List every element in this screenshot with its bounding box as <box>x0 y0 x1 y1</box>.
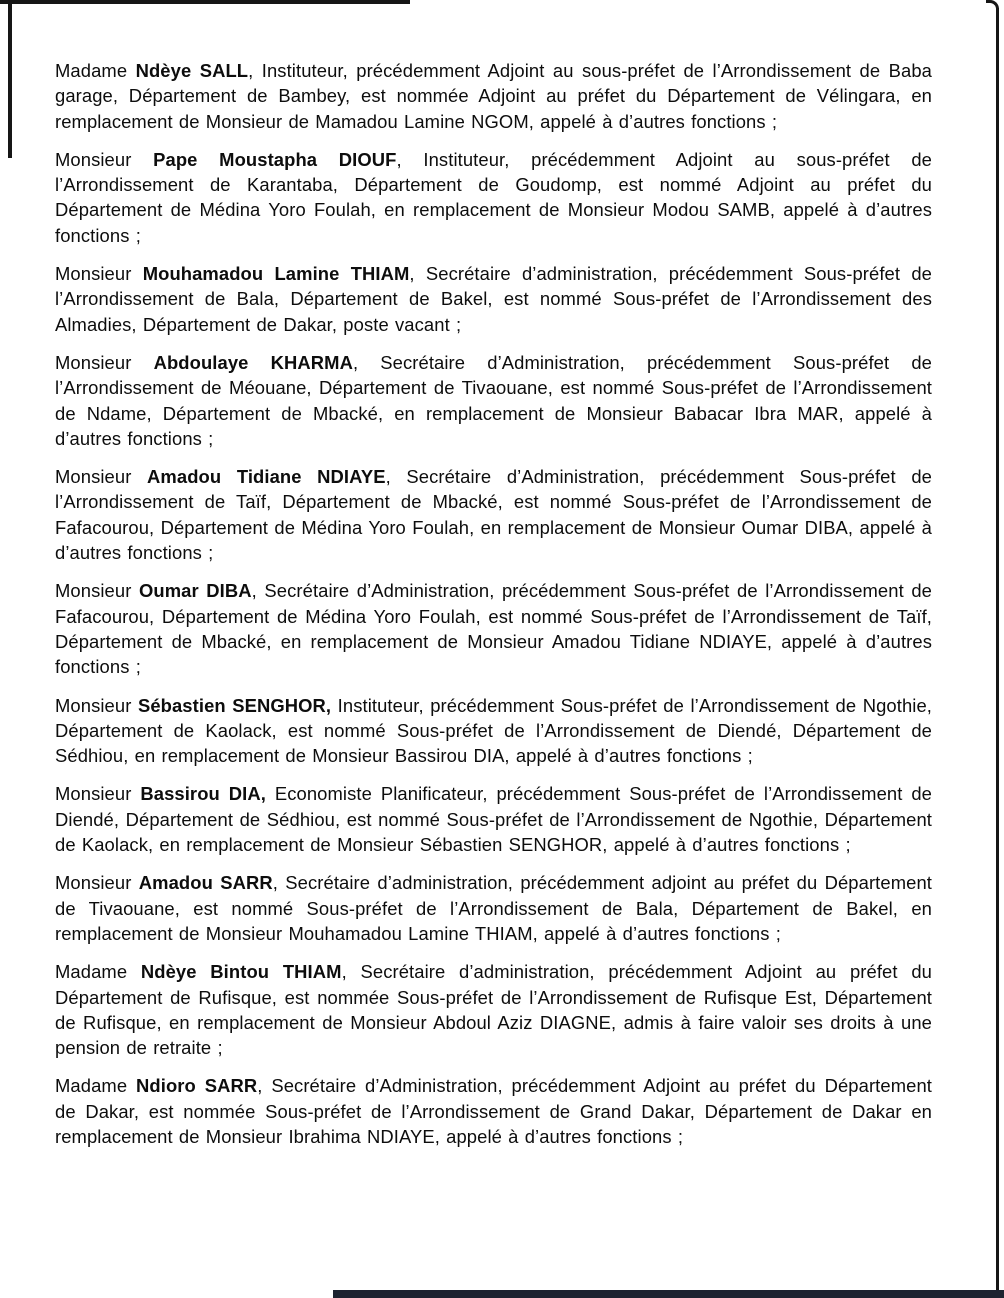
appointment-details: Instituteur, précédemment Sous-préfet de l’Arrondissement de Ngothie, Département de Kaolack, est nommé Sous-préfet de l’Arrondissement de Diendé, Département de Sédhiou, en remplacement de Monsieur Bassirou DIA, appelé à d’autres fonctions ; <box>55 694 933 767</box>
appointment-paragraph-1 <box>55 58 932 134</box>
appointee-name: Pape Moustapha DIOUF <box>153 148 397 170</box>
appointment-details: , Instituteur, précédemment Adjoint au sous-préfet de l’Arrondissement de Baba garage, Département de Bambey, est nommée Adjoint au préfet du Département de Vélingara, en remplacement de Monsieur de Mamadou Lamine NGOM, appelé à d’autres fonctions ; <box>55 60 932 132</box>
appointee-name: Amadou SARR <box>138 872 273 894</box>
honorific: Monsieur <box>55 783 141 805</box>
scan-edge-right-line <box>996 8 999 1290</box>
appointment-paragraph-9 <box>55 870 932 946</box>
appointee-name: Mouhamadou Lamine THIAM <box>142 263 410 285</box>
appointment-details: , Secrétaire d’administration, précédemment Adjoint au préfet du Département de Rufisque, est nommée Sous-préfet de l’Arrondissement de Rufisque Est, Département de Rufisque, en remplacement de Monsieur Abdoul Aziz DIAGNE, admis à faire valoir ses droits à une pension de retraite ; <box>55 961 932 1059</box>
appointment-details: Economiste Planificateur, précédemment Sous-préfet de l’Arrondissement de Diendé, Département de Sédhiou, est nommé Sous-préfet de l’Arrondissement de Ngothie, Département de Kaolack, en remplacement de Monsieur Sébastien SENGHOR, appelé à d’autres fonctions ; <box>55 783 933 856</box>
appointment-details: , Secrétaire d’Administration, précédemment Adjoint au préfet du Département de Dakar, est nommée Sous-préfet de l’Arrondissement de Grand Dakar, Département de Dakar en remplacement de Monsieur Ibrahima NDIAYE, appelé à d’autres fonctions ; <box>55 1075 932 1147</box>
honorific: Monsieur <box>55 148 154 170</box>
honorific: Monsieur <box>55 263 143 285</box>
decree-text-block <box>55 58 932 1162</box>
appointee-name: Ndioro SARR <box>136 1075 258 1097</box>
appointment-details: , Secrétaire d’Administration, précédemment Sous-préfet de l’Arrondissement de Taïf, Département de Mbacké, est nommé Sous-préfet de l’Arrondissement de Fafacourou, Département de Médina Yoro Foulah, en remplacement de Monsieur Oumar DIBA, appelé à d’autres fonctions ; <box>55 466 932 564</box>
appointment-paragraph-6 <box>55 578 932 679</box>
appointment-paragraph-3 <box>55 261 932 337</box>
scan-edge-bottom-bar <box>333 1290 1004 1298</box>
honorific: Monsieur <box>55 872 139 894</box>
appointment-paragraph-5 <box>55 464 932 565</box>
honorific: Madame <box>55 1075 137 1097</box>
appointment-paragraph-7 <box>55 693 932 769</box>
honorific: Madame <box>55 60 136 81</box>
appointment-details: , Instituteur, précédemment Adjoint au sous-préfet de l’Arrondissement de Karantaba, Département de Goudomp, est nommé Adjoint au préfet du Département de Médina Yoro Foulah, en remplacement de Monsieur Modou SAMB, appelé à d’autres fonctions ; <box>55 148 933 246</box>
honorific: Madame <box>55 961 141 983</box>
appointee-name: Sébastien SENGHOR, <box>137 694 332 716</box>
scan-edge-top-line <box>0 0 410 4</box>
appointment-details: , Secrétaire d’Administration, précédemment Sous-préfet de l’Arrondissement de Méouane, Département de Tivaouane, est nommé Sous-préfet de l’Arrondissement de Ndame, Département de Mbacké, en remplacement de Monsieur Babacar Ibra MAR, appelé à d’autres fonctions ; <box>55 351 932 449</box>
appointment-paragraph-10 <box>55 959 932 1060</box>
honorific: Monsieur <box>55 466 148 488</box>
appointee-name: Bassirou DIA, <box>140 783 266 805</box>
appointment-paragraph-4 <box>55 350 932 451</box>
appointment-details: , Secrétaire d’administration, précédemment Sous-préfet de l’Arrondissement de Bala, Département de Bakel, est nommé Sous-préfet de l’Arrondissement des Almadies, Département de Dakar, poste vacant ; <box>55 263 932 335</box>
appointment-paragraph-11 <box>55 1073 932 1149</box>
appointee-name: Ndèye SALL <box>135 60 249 81</box>
appointment-paragraph-2 <box>55 147 932 248</box>
appointment-details: , Secrétaire d’Administration, précédemment Sous-préfet de l’Arrondissement de Fafacourou, Département de Médina Yoro Foulah, est nommé Sous-préfet de l’Arrondissement de Taïf, Département de Mbacké, en remplacement de Monsieur Amadou Tidiane NDIAYE, appelé à d’autres fonctions ; <box>55 580 932 678</box>
honorific: Monsieur <box>55 580 139 602</box>
scan-edge-left-strip <box>8 0 12 158</box>
appointee-name: Ndèye Bintou THIAM <box>140 961 342 983</box>
appointment-details: , Secrétaire d’administration, précédemment adjoint au préfet du Département de Tivaouane, est nommé Sous-préfet de l’Arrondissement de Bala, Département de Bakel, en remplacement de Monsieur Mouhamadou Lamine THIAM, appelé à d’autres fonctions ; <box>55 872 932 944</box>
honorific: Monsieur <box>55 351 154 373</box>
appointee-name: Oumar DIBA <box>138 580 252 602</box>
appointee-name: Abdoulaye KHARMA <box>153 351 353 373</box>
honorific: Monsieur <box>55 694 138 716</box>
appointment-paragraph-8 <box>55 781 932 857</box>
appointee-name: Amadou Tidiane NDIAYE <box>147 466 386 488</box>
